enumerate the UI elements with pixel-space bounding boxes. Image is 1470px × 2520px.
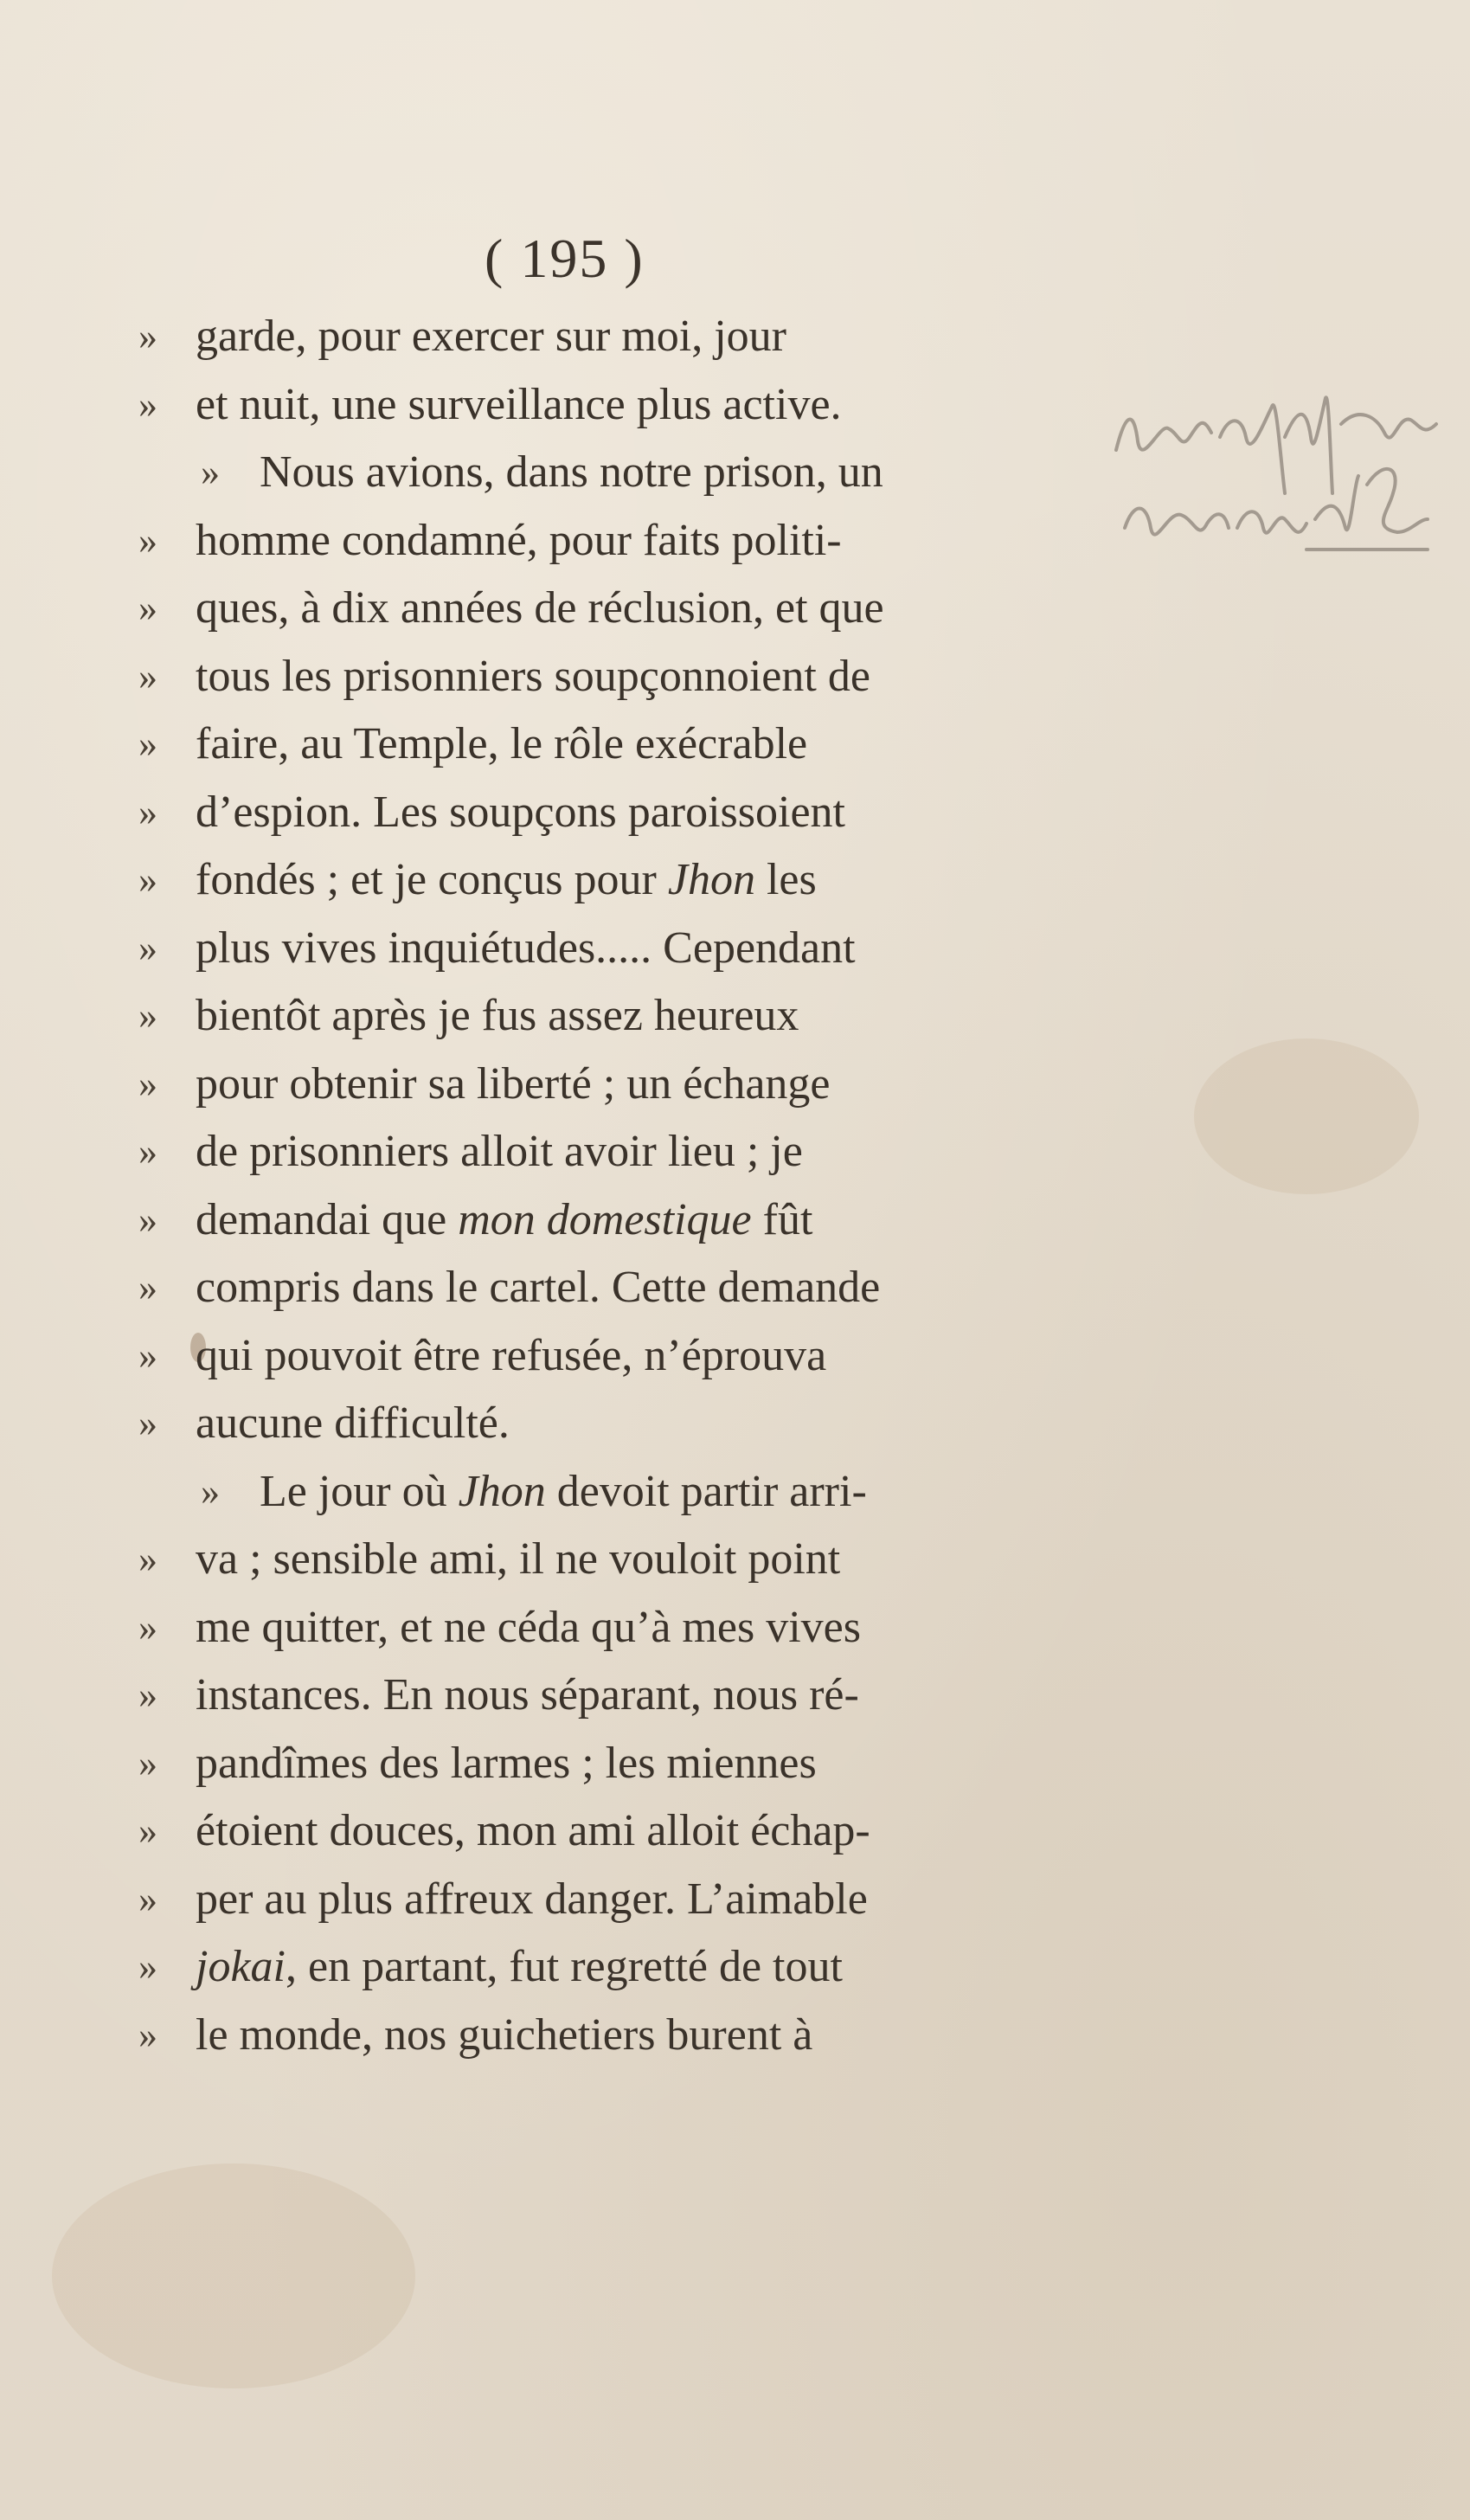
text-line [138, 915, 1090, 983]
quotation-mark: » [138, 1130, 157, 1173]
text-segment: fondés ; et je conçus pour [196, 855, 668, 904]
line-text [196, 643, 870, 711]
line-text [196, 303, 786, 371]
text-segment: pandîmes des larmes ; les miennes [196, 1738, 817, 1788]
text-line [138, 1254, 1090, 1322]
text-segment: garde, pour exercer sur moi, jour [196, 312, 786, 361]
line-text [196, 575, 884, 643]
line-text [196, 1390, 510, 1458]
text-segment: me quitter, et ne céda qu’à mes vives [196, 1602, 861, 1652]
quotation-mark: » [201, 1469, 220, 1513]
line-text [196, 982, 799, 1051]
quotation-mark: » [138, 587, 157, 629]
text-segment: qui pouvoit être refusée, n’éprouva [196, 1330, 827, 1380]
quotation-mark: » [138, 1605, 157, 1649]
quotation-mark: » [138, 1877, 157, 1920]
paper-stain [1194, 1038, 1419, 1194]
text-line [138, 303, 1090, 371]
text-segment: demandai que [196, 1194, 459, 1244]
text-segment: compris dans le cartel. Cette demande [196, 1263, 881, 1312]
line-text [196, 1051, 831, 1119]
text-segment: et nuit, une surveillance plus active. [196, 379, 842, 429]
text-line [138, 1526, 1090, 1594]
text-segment: de prisonniers alloit avoir lieu ; je [196, 1127, 803, 1176]
italic-text: jokai [196, 1942, 286, 1991]
quotation-mark: » [138, 315, 157, 357]
text-line [138, 779, 1090, 847]
quotation-mark: » [138, 518, 157, 562]
text-line [138, 1118, 1090, 1186]
quotation-mark: » [138, 1062, 157, 1105]
line-text [196, 1594, 861, 1662]
quotation-mark: » [138, 1945, 157, 1988]
text-segment: per au plus affreux danger. L’aimable [196, 1874, 868, 1924]
text-line [138, 507, 1090, 575]
quotation-mark: » [138, 858, 157, 901]
quotation-mark: » [201, 451, 220, 493]
text-line [138, 1933, 1090, 2002]
line-text [196, 1866, 868, 1934]
quotation-mark: » [138, 790, 157, 833]
text-segment: homme condamné, pour faits politi- [196, 515, 842, 565]
text-line [138, 1866, 1090, 1934]
quotation-mark: » [138, 926, 157, 969]
text-line [138, 575, 1090, 643]
text-line [138, 982, 1090, 1051]
quotation-mark: » [138, 654, 157, 698]
text-line [138, 1797, 1090, 1866]
line-text [196, 1322, 826, 1391]
quotation-mark: » [138, 1810, 157, 1852]
line-text [196, 779, 845, 847]
text-line [138, 1662, 1090, 1730]
line-text [260, 439, 883, 507]
text-segment: fût [751, 1194, 813, 1244]
line-text [196, 507, 842, 575]
text-line [138, 1186, 1090, 1255]
text-line [138, 1594, 1090, 1662]
text-segment: plus vives inquiétudes..... Cependant [196, 922, 856, 973]
line-text [196, 1526, 840, 1594]
quotation-mark: » [138, 2013, 157, 2056]
line-text [196, 915, 856, 983]
line-text [196, 846, 817, 915]
line-text [196, 710, 807, 779]
text-segment: les [754, 855, 817, 904]
quotation-mark: » [138, 1741, 157, 1784]
line-text [196, 1254, 880, 1322]
text-line [138, 1390, 1090, 1458]
text-segment: Le jour où [260, 1466, 459, 1516]
text-segment: devoit partir arri- [545, 1466, 867, 1516]
line-text [196, 1662, 859, 1730]
text-line [138, 2002, 1090, 2070]
text-segment: Nous avions, dans notre prison, un [260, 447, 883, 497]
text-segment: d’espion. Les soupçons paroissoient [196, 787, 846, 837]
italic-text: Jhon [667, 855, 755, 904]
quotation-mark: » [138, 994, 157, 1037]
text-line [138, 643, 1090, 711]
text-segment: , en partant, fut regretté de tout [285, 1942, 843, 1991]
text-line [138, 1458, 1090, 1527]
line-text [260, 1458, 867, 1527]
text-segment: faire, au Temple, le rôle exécrable [196, 719, 808, 768]
line-text [196, 1186, 812, 1255]
quotation-mark: » [138, 1266, 157, 1308]
text-segment: ques, à dix années de réclusion, et que [196, 583, 884, 633]
text-line [138, 846, 1090, 915]
line-text [196, 1797, 870, 1866]
quotation-mark: » [138, 1674, 157, 1716]
quotation-mark: » [138, 1198, 157, 1241]
quotation-mark: » [138, 723, 157, 765]
page-number: ( 195 ) [485, 228, 645, 289]
quotation-mark: » [138, 382, 157, 426]
text-line [138, 1322, 1090, 1391]
text-segment: étoient douces, mon ami alloit échap- [196, 1806, 870, 1855]
line-text [196, 1118, 803, 1186]
text-segment: aucune difficulté. [196, 1398, 510, 1448]
text-segment: tous les prisonniers soupçonnoient de [196, 651, 870, 701]
text-segment: pour obtenir sa liberté ; un échange [196, 1058, 831, 1109]
quotation-mark: » [138, 1334, 157, 1377]
quotation-mark: » [138, 1538, 157, 1580]
paper-stain [52, 2163, 415, 2388]
line-text [196, 1730, 817, 1798]
handwritten-annotation-drawing [1099, 355, 1445, 614]
text-segment: le monde, nos guichetiers burent à [196, 2009, 813, 2060]
italic-text: Jhon [458, 1466, 546, 1516]
body-text [138, 303, 1090, 2069]
line-text [196, 1933, 843, 2002]
quotation-mark: » [138, 1402, 157, 1444]
text-line [138, 371, 1090, 440]
line-text [196, 371, 842, 440]
italic-text: mon domestique [458, 1194, 752, 1244]
handwritten-annotation [1099, 355, 1445, 614]
line-text [196, 2002, 812, 2070]
text-segment: instances. En nous séparant, nous ré- [196, 1670, 859, 1720]
text-line [138, 1051, 1090, 1119]
text-segment: va ; sensible ami, il ne vouloit point [196, 1534, 841, 1584]
text-line [138, 1730, 1090, 1798]
text-line [138, 710, 1090, 779]
text-segment: bientôt après je fus assez heureux [196, 991, 799, 1040]
text-line [138, 439, 1090, 507]
